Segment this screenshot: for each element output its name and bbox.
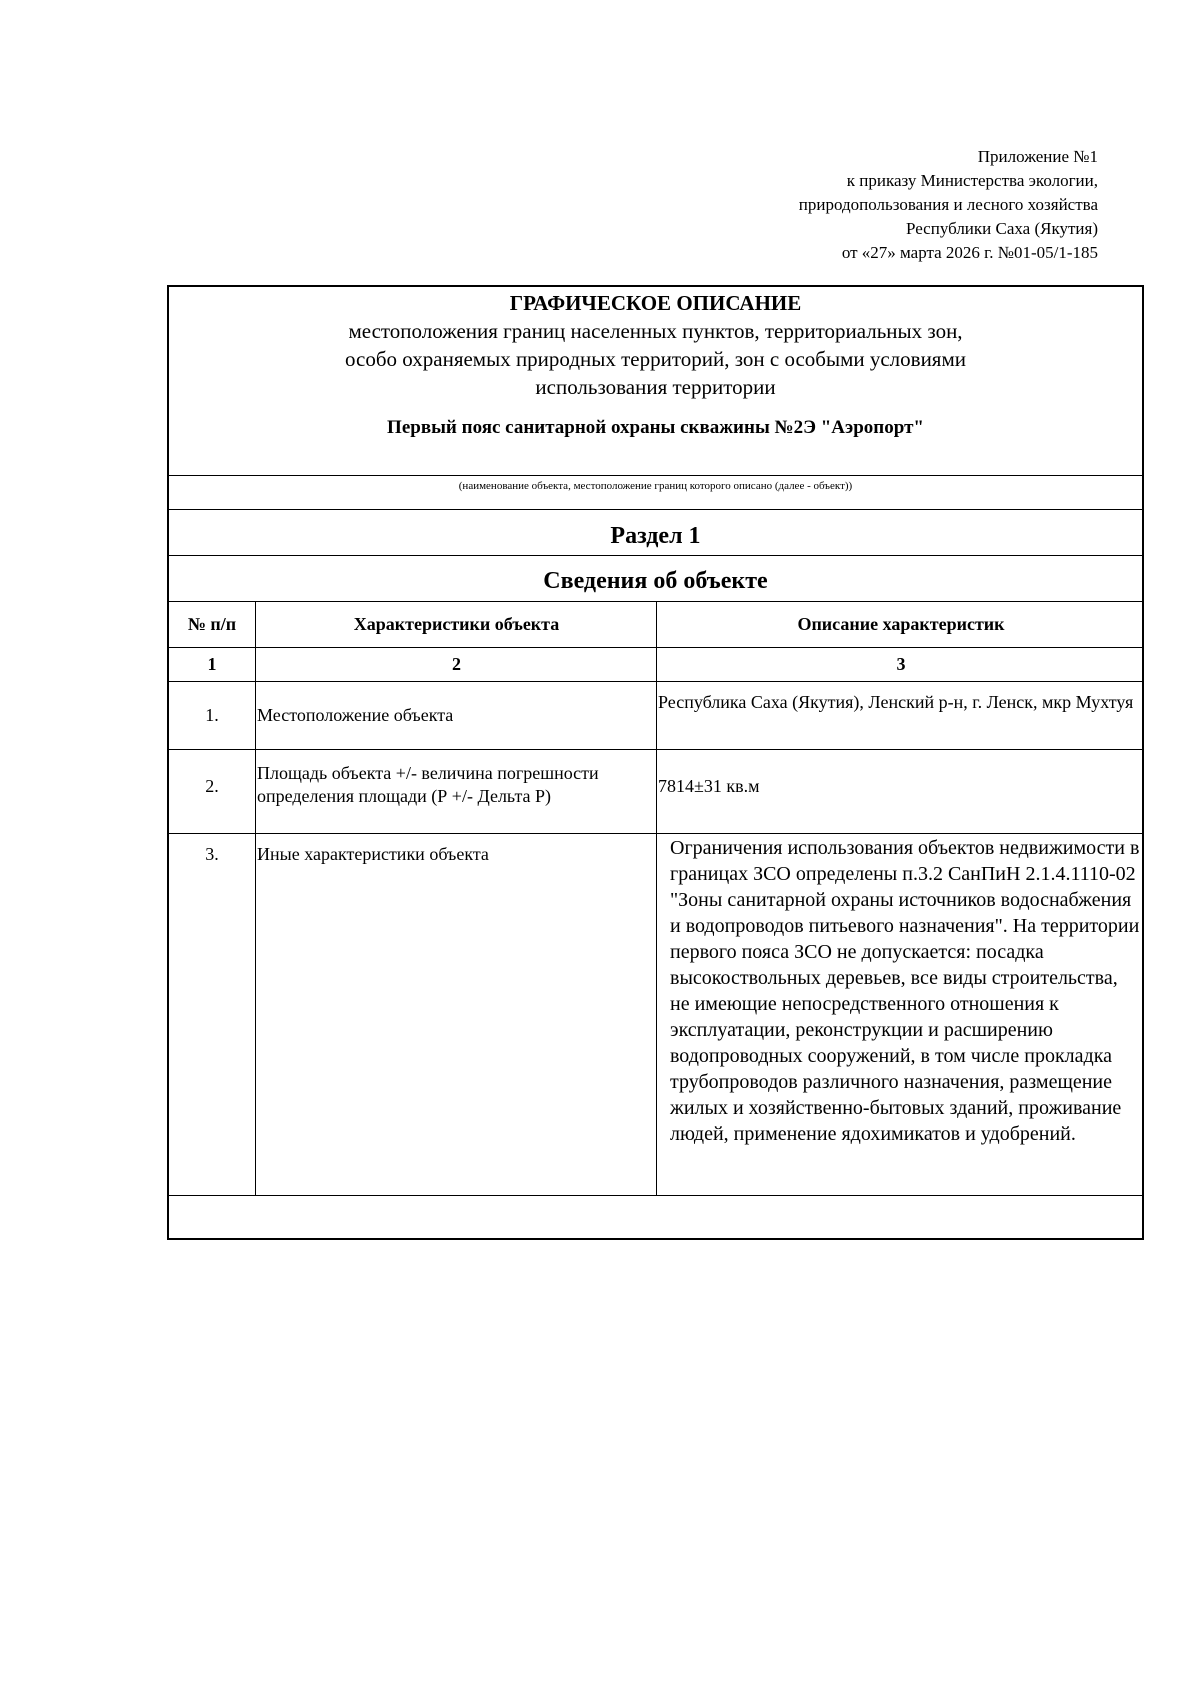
header-cell-description: Описание характеристик — [797, 614, 1005, 634]
table-row-characteristic: Иные характеристики объекта — [257, 844, 489, 864]
table-row-characteristic: Местоположение объекта — [257, 705, 454, 725]
column-number-cell: 3 — [896, 654, 906, 674]
appendix-line: природопользования и лесного хозяйства — [798, 195, 1098, 214]
appendix-line: к приказу Министерства экологии, — [846, 171, 1098, 190]
table-row-number: 2. — [205, 776, 219, 796]
object-name: Первый пояс санитарной охраны скважины №2Э "Аэропорт" — [387, 417, 924, 438]
appendix-line: от «27» марта 2026 г. №01-05/1-185 — [841, 243, 1098, 262]
section-title: Раздел 1 — [610, 523, 701, 549]
appendix-line: Приложение №1 — [977, 147, 1098, 166]
divider — [169, 555, 1142, 556]
table-row-description: Ограничения использования объектов недвижимости в границах ЗСО определены п.3.2 СанПиН 2.1.4.1110-02 "Зоны санитарной охраны источников водоснабжения и водопроводов питьевого назначения". На территории первого пояса ЗСО не допускается: посадка высокоствольных деревьев, все виды строительства, не имеющие непосредственного отношения к эксплуатации, реконструкции и расширению водопроводных сооружений, в том числе прокладка трубопроводов различного назначения, размещение жилых и хозяйственно-бытовых зданий, проживание людей, применение ядохимикатов и удобрений. — [670, 837, 1140, 1145]
column-number-cell: 2 — [452, 654, 461, 674]
table-row-number: 1. — [205, 705, 219, 725]
appendix-block — [498, 145, 1098, 265]
table-row-characteristic: Площадь объекта +/- величина погрешности определения площади (Р +/- Дельта Р) — [257, 763, 599, 806]
table-row-description: 7814±31 кв.м — [658, 776, 760, 796]
divider — [169, 1195, 1142, 1196]
subtitle-line: местоположения границ населенных пунктов, территориальных зон, — [348, 319, 963, 343]
column-number-cell: 1 — [207, 654, 217, 674]
divider — [169, 475, 1142, 476]
subtitle-line: использования территории — [535, 375, 776, 399]
document-title: ГРАФИЧЕСКОЕ ОПИСАНИЕ — [509, 291, 802, 315]
table-row-number: 3. — [205, 844, 219, 864]
column-divider — [656, 601, 657, 1195]
document-subtitle — [169, 317, 1142, 401]
appendix-line: Республики Саха (Якутия) — [905, 219, 1098, 238]
description-form — [167, 285, 1144, 1240]
divider — [169, 509, 1142, 510]
header-cell-characteristic: Характеристики объекта — [353, 614, 560, 634]
column-divider — [255, 601, 256, 1195]
table-row-description: Республика Саха (Якутия), Ленский р-н, г. Ленск, мкр Мухтуя — [658, 692, 1134, 712]
header-cell-number: № п/п — [187, 614, 237, 634]
object-caption: (наименование объекта, местоположение границ которого описано (далее - объект)) — [458, 480, 853, 492]
section-subtitle: Сведения об объекте — [543, 568, 768, 594]
subtitle-line: особо охраняемых природных территорий, зон с особыми условиями — [345, 347, 966, 371]
